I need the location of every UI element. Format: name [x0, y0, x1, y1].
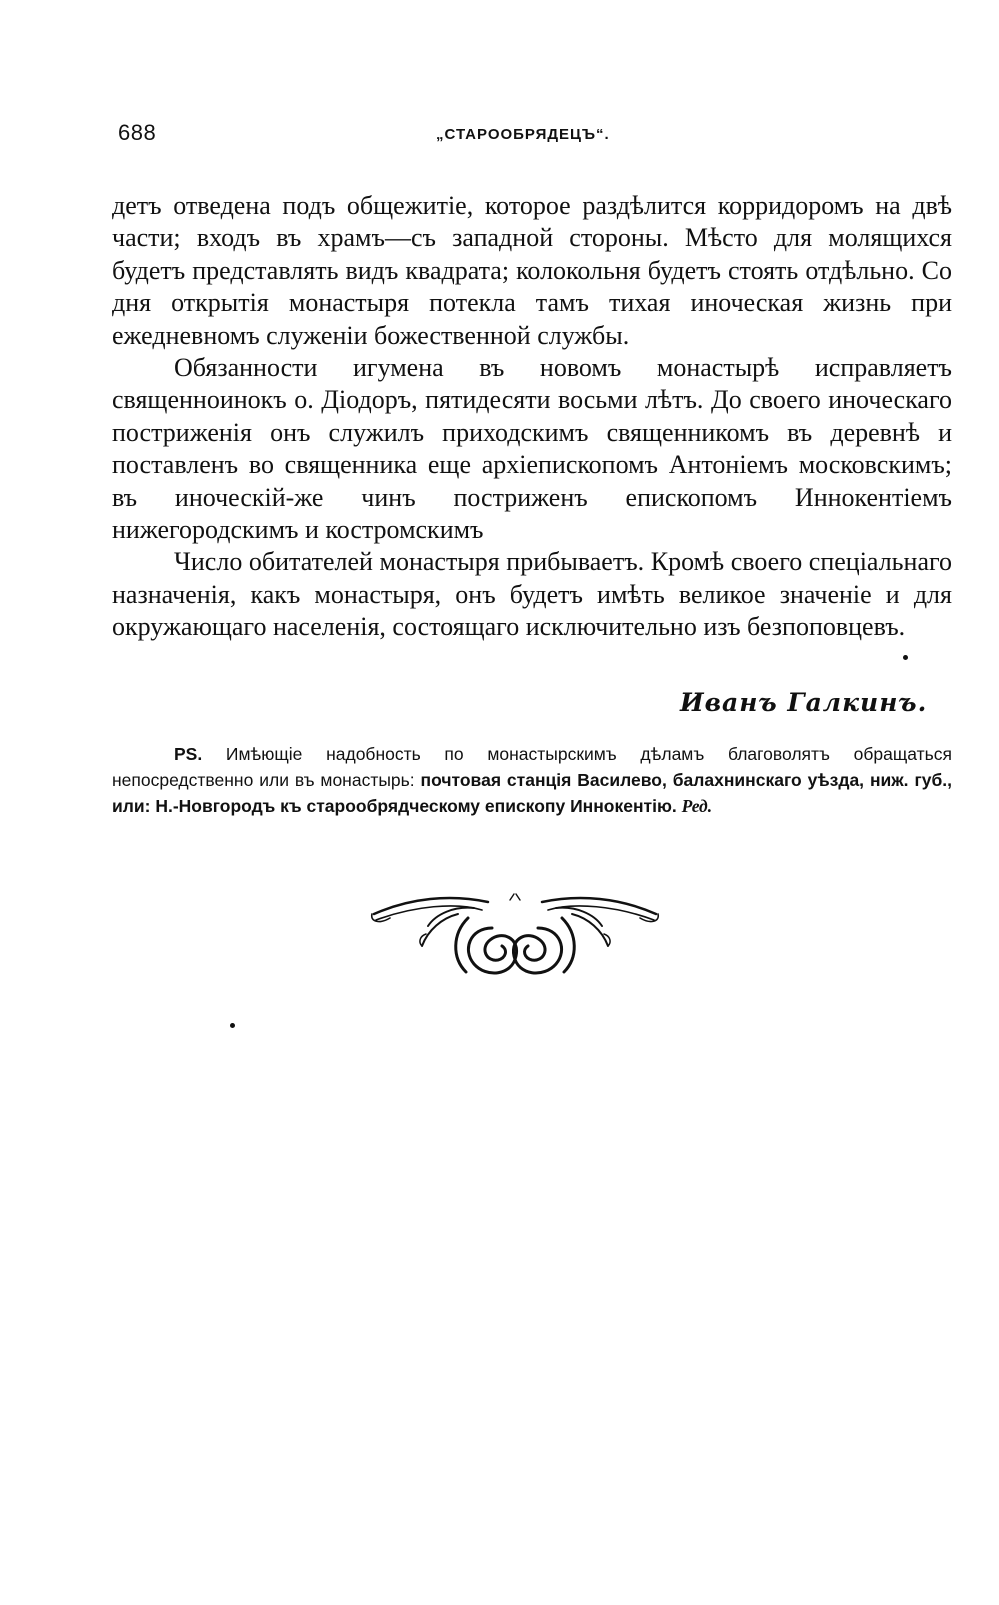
ink-speck — [230, 1023, 235, 1028]
scroll-flourish-icon — [370, 888, 660, 988]
running-title: „СТАРООБРЯДЕЦЪ“. — [436, 126, 610, 143]
paragraph-1: детъ отведена подъ общежитіе, которое раздѣлится корридоромъ на двѣ части; входъ въ храмъ—съ западной стороны. Мѣсто для молящихся будетъ представлять видъ квадрата; колокольня будетъ стоять отдѣльно. Со дня открытія монастыря потекла тамъ тихая иноческая жизнь при ежедневномъ служеніи божественной службы. — [112, 191, 952, 350]
postscript-address: почтовая станція Василево, балахнинскаго уѣзда, ниж. губ., или: Н.-Новгородъ къ старообрядческому епископу Иннокентію. — [112, 770, 952, 816]
ink-speck — [903, 655, 908, 660]
paragraph-2: Обязанности игумена въ новомъ монастырѣ исправляетъ священноинокъ о. Діодоръ, пятидесяти восьми лѣтъ. До своего иноческаго постриженія онъ служилъ приходскимъ священникомъ въ деревнѣ и поставленъ во священника еще архіепископомъ Антоніемъ московскимъ; въ иноческій-же чинъ постриженъ епископомъ Иннокентіемъ нижегородскимъ и костромскимъ — [112, 353, 952, 545]
author-signature: Иванъ Галкинъ. — [680, 688, 928, 717]
page-number: 688 — [118, 120, 157, 145]
postscript-note — [112, 741, 952, 819]
page-header — [118, 120, 958, 150]
postscript-label: PS. — [174, 744, 203, 764]
article-body — [112, 190, 952, 644]
postscript-text: Имѣющіе надобность по монастырскимъ дѣламъ благоволятъ обращаться непосредственно или въ монастырь: — [112, 744, 952, 790]
editor-mark: Ред. — [681, 796, 713, 816]
paragraph-3: Число обитателей монастыря прибываетъ. Кромѣ своего спеціальнаго назначенія, какъ монастыря, онъ будетъ имѣть великое значеніе и для окружающаго населенія, состоящаго исключительно изъ безпоповцевъ. — [112, 547, 952, 642]
